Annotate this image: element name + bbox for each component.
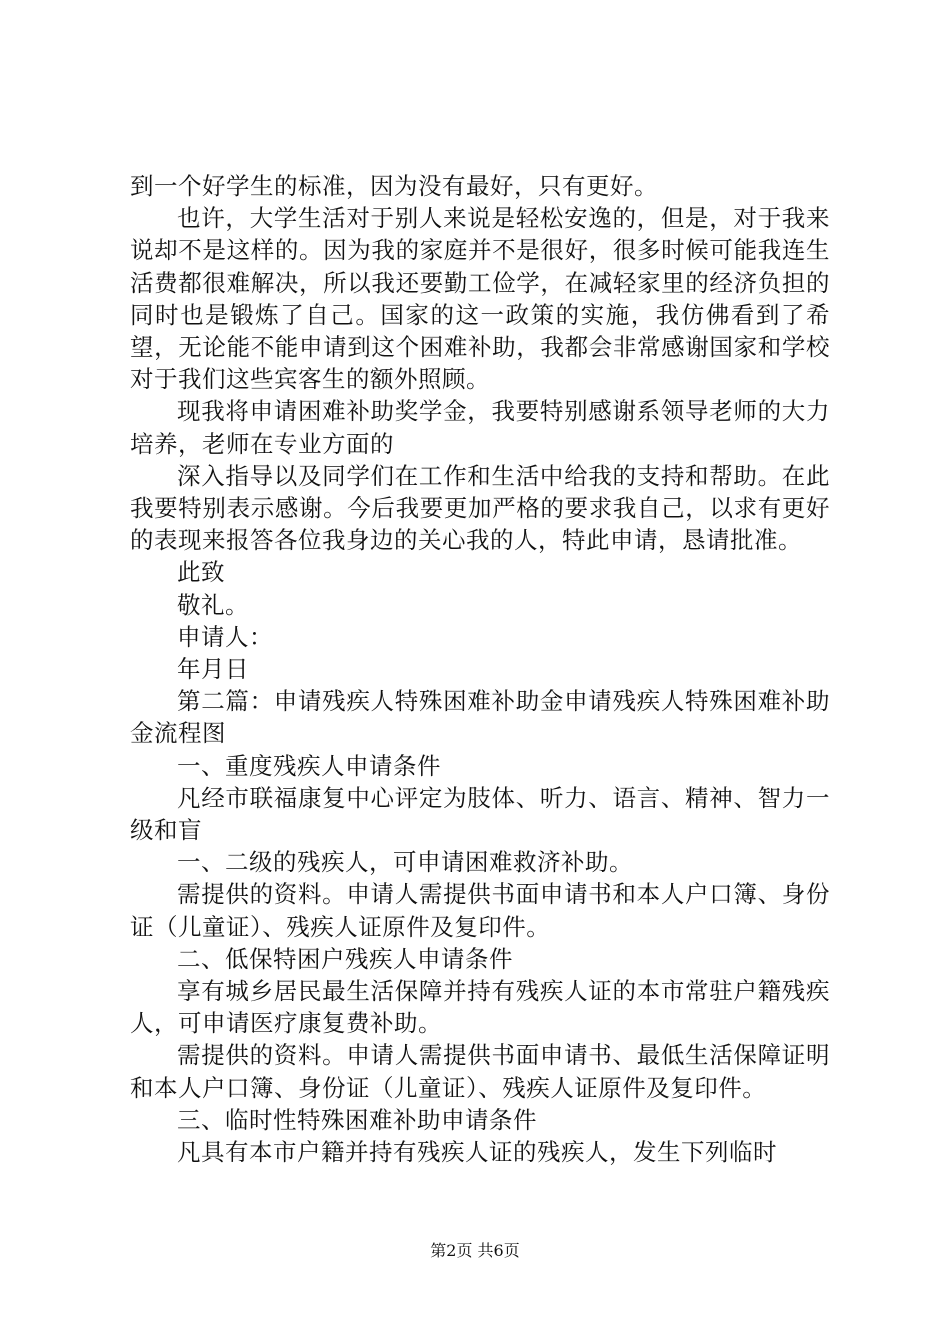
page-number-footer: 第2页 共6页 — [430, 1241, 520, 1260]
paragraph-4: 深入指导以及同学们在工作和生活中给我的支持和帮助。在此我要特别表示感谢。今后我要更加严格的要求我自己，以求有更好的表现来报答各位我身边的关心我的人，特此申请，恳请批准。 — [130, 461, 830, 555]
heading-low-income: 二、低保特困户残疾人申请条件 — [177, 944, 513, 973]
paragraph-severe-materials: 需提供的资料。申请人需提供书面申请书和本人户口簿、身份证（儿童证）、残疾人证原件及复印件。 — [130, 880, 830, 941]
date-label: 年月日 — [177, 655, 249, 684]
applicant-label: 申请人： — [177, 622, 273, 651]
paragraph-temporary-conditions: 凡具有本市户籍并持有残疾人证的残疾人，发生下列临时 — [177, 1138, 777, 1167]
paragraph-2: 也许，大学生活对于别人来说是轻松安逸的，但是，对于我来说却不是这样的。因为我的家庭并不是很好，很多时候可能我连生活费都很难解决，所以我还要勤工俭学，在减轻家里的经济负担的同时也是锻炼了自己。国家的这一政策的实施，我仿佛看到了希望，无论能不能申请到这个困难补助，我都会非常感谢国家和学校对于我们这些宾客生的额外照顾。 — [130, 204, 830, 394]
closing-regards: 敬礼。 — [177, 590, 249, 619]
heading-severe-disability: 一、重度残疾人申请条件 — [177, 751, 441, 780]
paragraph-severe-conditions: 凡经市联福康复中心评定为肢体、听力、语言、精神、智力一级和盲 — [130, 783, 830, 845]
heading-temporary-hardship: 三、临时性特殊困难补助申请条件 — [177, 1105, 537, 1134]
closing-salutation: 此致 — [177, 558, 225, 587]
paragraph-low-income-materials: 需提供的资料。申请人需提供书面申请书、最低生活保障证明和本人户口簿、身份证（儿童证）、残疾人证原件及复印件。 — [130, 1041, 830, 1102]
document-body — [130, 170, 830, 1168]
paragraph-severe-subsidy: 一、二级的残疾人，可申请困难救济补助。 — [177, 848, 633, 877]
paragraph-1: 到一个好学生的标准，因为没有最好，只有更好。 — [130, 172, 658, 200]
section-title-part-two: 第二篇：申请残疾人特殊困难补助金申请残疾人特殊困难补助金流程图 — [130, 687, 830, 748]
paragraph-3: 现我将申请困难补助奖学金，我要特别感谢系领导老师的大力培养，老师在专业方面的 — [130, 397, 830, 458]
paragraph-low-income-conditions: 享有城乡居民最生活保障并持有残疾人证的本市常驻户籍残疾人，可申请医疗康复费补助。 — [130, 977, 830, 1038]
